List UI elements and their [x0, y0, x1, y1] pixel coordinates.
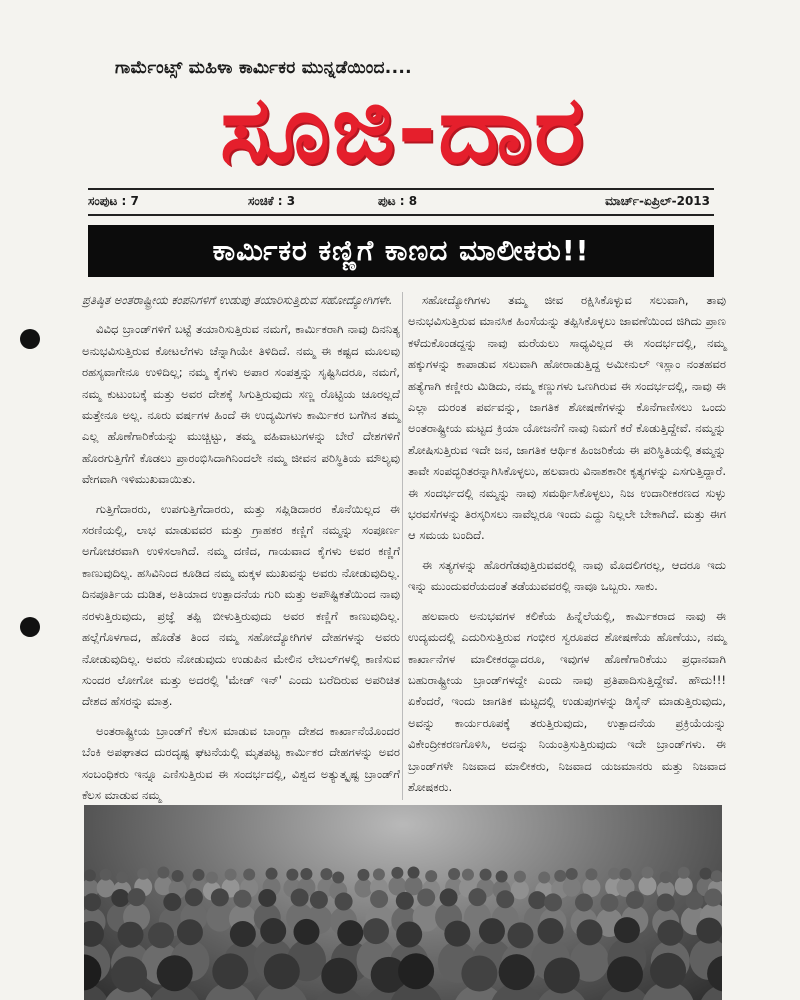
- audience-member-head: [396, 892, 414, 910]
- audience-member-head: [230, 921, 256, 947]
- audience-member-head: [357, 869, 369, 881]
- audience-member-head: [118, 922, 144, 948]
- audience-member-head: [444, 921, 470, 947]
- issue-volume: ಸಂಪುಟ : 7: [88, 194, 139, 208]
- audience-member-head: [480, 869, 492, 881]
- audience-member-head: [128, 888, 146, 906]
- audience-member-head: [448, 868, 460, 880]
- audience-member-head: [496, 870, 508, 882]
- audience-member-head: [607, 956, 643, 992]
- audience-member-head: [650, 953, 686, 989]
- headline: ಕಾರ್ಮಿಕರ ಕಣ್ಣಿಗೆ ಕಾಣದ ಮಾಲೀಕರು!!: [212, 234, 590, 267]
- audience-member-head: [554, 870, 566, 882]
- audience-member-head: [225, 869, 237, 881]
- article-left-column: [82, 290, 400, 814]
- audience-member-head: [626, 891, 644, 909]
- audience-member-head: [479, 918, 505, 944]
- audience-member-head: [84, 869, 96, 881]
- audience-member-head: [116, 871, 128, 883]
- meeting-audience-photo: [84, 805, 722, 1000]
- audience-member-head: [264, 953, 300, 989]
- article-paragraph: ಅಂತರಾಷ್ಟ್ರೀಯ ಬ್ರಾಂಡ್‌ಗೆ ಕೆಲಸ ಮಾಡುವ ಬಾಂಗ್ಲಾ ದೇಶದ ಕಾರ್ಖಾನೆಯೊಂದರ ಬೆಂಕಿ ಅಪಘಾತದ ದುರದೃಷ್ಟ ಘಟನೆಯಲ್ಲಿ ಮೃತಪಟ್ಟ ಕಾರ್ಮಿಕರ ದೇಹಗಳನ್ನು ಅವರ ಸಂಬಂಧಿಕರು ಇನ್ನೂ ಎಣಿಸುತ್ತಿರುವ ಈ ಸಂದರ್ಭದಲ್ಲಿ, ವಿಶ್ವದ ಅತ್ಯುತ್ಕೃಷ್ಟ ಬ್ರಾಂಡ್‌ಗೆ ಕೆಲಸ ಮಾಡುವ ನಮ್ಮ: [82, 723, 400, 802]
- audience-member-head: [711, 870, 722, 882]
- audience-member-head: [417, 888, 435, 906]
- article-paragraph: ಈ ಸತ್ಯಗಳನ್ನು ಹೊರಗೆಡವುತ್ತಿರುವವರಲ್ಲಿ ನಾವು ಮೊದಲಿಗರಲ್ಲ, ಆದರೂ ಇದು ಇನ್ನು ಮುಂದುವರೆಯದಂತೆ ತಡೆಯುವವರಲ್ಲಿ ನಾವೂ ಒಬ್ಬರು. ಸಾಕು.: [408, 557, 726, 594]
- audience-member-head: [185, 888, 203, 906]
- audience-member-head: [499, 954, 535, 990]
- audience-member-head: [137, 868, 149, 880]
- article-paragraph: ಸಹೋದ್ಯೋಗಿಗಳು ತಮ್ಮ ಜೀವ ರಕ್ಷಿಸಿಕೊಳ್ಳುವ ಸಲುವಾಗಿ, ತಾವು ಅನುಭವಿಸುತ್ತಿರುವ ಮಾನಸಿಕ ಹಿಂಸೆಯನ್ನು ತಪ್ಪಿಸಿಕೊಳ್ಳಲು ಜಾವಣೆಯಿಂದ ಜಿಗಿದು ಪ್ರಾಣ ಕಳೆದುಕೊಂಡದ್ದನ್ನು ನಾವು ಮರೆಯಲು ಸಾಧ್ಯವಿಲ್ಲದ ಈ ಸಂದರ್ಭದಲ್ಲಿ, ನಮ್ಮ ಹಕ್ಕುಗಳನ್ನು ಕಾಪಾಡುವ ಸಲುವಾಗಿ ಹೋರಾಡುತ್ತಿದ್ದ ಅಮೀನುಲ್ ಇಸ್ಲಾಂ ನಂತಹವರ ಹತ್ಯೆಗಾಗಿ ಕಣ್ಣೀರು ಮಿಡಿದು, ನಮ್ಮ ಕಣ್ಣುಗಳು ಒಣಗಿರುವ ಈ ಸಂದರ್ಭದಲ್ಲಿ, ನಾವು ಈ ಎಲ್ಲಾ ದುರಂತ ಪರ್ವವನ್ನು, ಜಾಗತಿಕ ಶೋಷಣೆಗಳನ್ನು ಕೊನೆಗಾಣಿಸಲು ಒಂದು ಅಂತರಾಷ್ಟ್ರೀಯ ಮಟ್ಟದ ಕ್ರಿಯಾ ಯೋಜನೆಗೆ ನಾವು ನಿಮಗೆ ಕರೆ ಕೊಡುತ್ತಿದ್ದೇವೆ. ನಮ್ಮನ್ನು ಶೋಷಿಸುತ್ತಿರುವ ಇದೇ ಜನ, ಜಾಗತಿಕ ಆರ್ಥಿಕ ಹಿಂಜರಿಕೆಯ ಈ ಪರಿಸ್ಥಿತಿಯಲ್ಲಿ ತಮ್ಮನ್ನು ತಾವೇ ಸಂಪದ್ಭರಿತರನ್ನಾಗಿಸಿಕೊಳ್ಳಲು, ಹಲವಾರು ವಿನಾಶಕಾರೀ ಕೃತ್ಯಗಳನ್ನು ಎಸಗುತ್ತಿದ್ದಾರೆ. ಈ ಸಂದರ್ಭದಲ್ಲಿ ನಮ್ಮನ್ನು ನಾವು ಸಮರ್ಥಿಸಿಕೊಳ್ಳಲು, ನಿಜ ಉದಾರೀಕರಣದ ಸುಳ್ಳು ಭರವಸೆಗಳನ್ನು ತಿರಸ್ಕರಿಸಲು ನಾವೆಲ್ಲರೂ ಇಂದು ಎದ್ದು ನಿಲ್ಲಲೇ ಬೇಕಾಗಿದೆ. ಮತ್ತು ಈಗ ಆ ಸಮಯ ಬಂದಿದೆ.: [408, 293, 726, 543]
- audience-member-head: [177, 919, 203, 945]
- audience-member-body: [675, 876, 693, 895]
- audience-member-head: [100, 869, 112, 881]
- audience-member-head: [291, 889, 309, 907]
- issue-date: ಮಾರ್ಚ್-ಏಪ್ರಿಲ್-2013: [605, 194, 710, 208]
- audience-member-head: [685, 892, 703, 910]
- article-paragraph: ಗುತ್ತಿಗೆದಾರರು, ಉಪಗುತ್ತಿಗೆದಾರರು, ಮತ್ತು ಸಪ್ಲಿಡಿದಾರರ ಕೊನೆಯಿಲ್ಲದ ಈ ಸರಣಿಯಲ್ಲಿ, ಲಾಭ ಮಾಡುವವರ ಮತ್ತು ಗ್ರಾಹಕರ ಕಣ್ಣಿಗೆ ನಮ್ಮನ್ನು ಸಂಪೂರ್ಣ ಅಗೋಚರವಾಗಿ ಉಳಿಸಲಾಗಿದೆ. ನಮ್ಮ ದಣಿದ, ಗಾಯವಾದ ಕೈಗಳು ಅವರ ಕಣ್ಣಿಗೆ ಕಾಣುವುದಿಲ್ಲ. ಹಸಿವಿನಿಂದ ಕೂಡಿದ ನಮ್ಮ ಮಕ್ಕಳ ಮುಖವನ್ನು ಅವರು ನೋಡುವುದಿಲ್ಲ. ದಿನಪೂರ್ತಿಯ ದುಡಿತ, ಅತಿಯಾದ ಉತ್ಪಾದನೆಯ ಗುರಿ ಮತ್ತು ಅಪೌಷ್ಟಿಕತೆಯಿಂದ ನಾವು ನರಳುತ್ತಿರುವುದು, ಪ್ರಜ್ಞೆ ತಪ್ಪಿ ಬೀಳುತ್ತಿರುವುದು ಅವರ ಕಣ್ಣಿಗೆ ಕಾಣುವುದಿಲ್ಲ. ಹಲ್ಲೆಗೊಳಗಾದ, ಹೊಡೆತ ತಿಂದ ನಮ್ಮ ಸಹೋದ್ಯೋಗಿಗಳ ದೇಹಗಳನ್ನು ಅವರು ನೋಡುವುದಿಲ್ಲ. ಅವರು ನೋಡುವುದು ಉಡುಪಿನ ಮೇಲಿನ ಲೇಬಲ್‌ಗಳಲ್ಲಿ ಕಾಣಿಸುವ ಸುಂದರ ಲೋಗೋ ಮತ್ತು ಅದರಲ್ಲಿ 'ಮೇಡ್ ಇನ್' ಎಂದು ಬರೆದಿರುವ ಅಪರಿಚಿತ ದೇಶದ ಹೆಸರನ್ನು ಮಾತ್ರ.: [82, 501, 400, 709]
- audience-member-head: [212, 953, 248, 989]
- article-paragraph: ವಿವಿಧ ಬ್ರಾಂಡ್‌ಗಳಿಗೆ ಬಟ್ಟೆ ತಯಾರಿಸುತ್ತಿರುವ ನಮಗೆ, ಕಾರ್ಮಿಕರಾಗಿ ನಾವು ದಿನನಿತ್ಯ ಅನುಭವಿಸುತ್ತಿರುವ ಕೋಟಲೆಗಳು ಚೆನ್ನಾಗಿಯೇ ತಿಳಿದಿದೆ. ನಮ್ಮ ಈ ಕಷ್ಟದ ಮೂಲವು ರಹಸ್ಯವಾಗೇನೂ ಉಳಿದಿಲ್ಲ; ನಮ್ಮ ಕೈಗಳು ಅಪಾರ ಸಂಪತ್ತನ್ನು ಸೃಷ್ಟಿಸಿದರೂ, ನಮಗೆ, ನಮ್ಮ ಕುಟುಂಬಕ್ಕೆ ಮತ್ತು ಅವರ ದೇಶಕ್ಕೆ ಸಿಗುತ್ತಿರುವುದು ಸಣ್ಣ ರೊಟ್ಟಿಯ ಚೂರಲ್ಲದೆ ಮತ್ತೇನೂ ಅಲ್ಲ. ನೂರು ವರ್ಷಗಳ ಹಿಂದೆ ಈ ಉದ್ಯಮಿಗಳು ಕಾರ್ಮಿಕರ ಬಗೆಗಿನ ತಮ್ಮ ಎಲ್ಲ ಹೊಣೆಗಾರಿಕೆಯನ್ನು ಮುಚ್ಚಿಟ್ಟು, ತಮ್ಮ ವಹಿವಾಟುಗಳನ್ನು ಬೇರೆ ದೇಶಗಳಿಗೆ ಹೊರಗುತ್ತಿಗೆಗೆ ಕೊಡಲು ಪ್ರಾರಂಭಿಸಿದಾಗಿನಿಂದಲೇ ನಮ್ಮ ಜೀವನ ಪರಿಸ್ಥಿತಿಯ ಮೌಲ್ಯವು ವೇಗವಾಗಿ ಇಳಿಮುಖವಾಯಿತು.: [82, 322, 400, 487]
- punch-hole: [20, 617, 40, 637]
- audience-member-head: [320, 868, 332, 880]
- headline-banner: [88, 225, 714, 277]
- audience-member-head: [111, 889, 129, 907]
- audience-member-head: [157, 955, 193, 991]
- audience-illustration: [84, 805, 722, 1000]
- audience-member-head: [266, 868, 278, 880]
- audience-member-head: [657, 893, 675, 911]
- audience-member-head: [608, 868, 620, 880]
- audience-member-head: [696, 918, 722, 944]
- audience-member-head: [538, 918, 564, 944]
- audience-member-head: [577, 919, 603, 945]
- article-paragraph: ಪ್ರತಿಷ್ಠಿತ ಅಂತರಾಷ್ಟ್ರೀಯ ಕಂಪನಿಗಳಿಗೆ ಉಡುಪು ತಯಾರಿಸುತ್ತಿರುವ ಸಹೋದ್ಯೋಗಿಗಳೇ.: [82, 293, 393, 307]
- audience-member-head: [321, 958, 357, 994]
- audience-member-head: [258, 889, 276, 907]
- article-paragraph: ಹಲವಾರು ಅನುಭವಗಳ ಕಲಿಕೆಯ ಹಿನ್ನೆಲೆಯಲ್ಲಿ, ಕಾರ್ಮಿಕರಾದ ನಾವು ಈ ಉದ್ಯಮದಲ್ಲಿ ಎದುರಿಸುತ್ತಿರುವ ಗಂಭೀರ ಸ್ವರೂಪದ ಶೋಷಣೆಯ ಹೊಣೆಯು, ನಮ್ಮ ಕಾರ್ಖಾನೆಗಳ ಮಾಲೀಕರದ್ದಾದರೂ, ಇವುಗಳ ಹೊಣೆಗಾರಿಕೆಯು ಪ್ರಧಾನವಾಗಿ ಬಹುರಾಷ್ಟ್ರೀಯ ಬ್ರಾಂಡ್‌ಗಳದ್ದೇ ಎಂದು ನಾವು ಪ್ರತಿಪಾದಿಸುತ್ತಿದ್ದೇವೆ. ಹೌದು!!! ಏಕೆಂದರೆ, ಇಂದು ಜಾಗತಿಕ ಮಟ್ಟದಲ್ಲಿ ಉಡುಪುಗಳನ್ನು ಡಿಸೈನ್ ಮಾಡುತ್ತಿರುವುದು, ಅವನ್ನು ಕಾರ್ಯರೂಪಕ್ಕೆ ತರುತ್ತಿರುವುದು, ಉತ್ಪಾದನೆಯ ಪ್ರಕ್ರಿಯೆಯನ್ನು ವಿಕೇಂದ್ರೀಕರಣಗೊಳಿಸಿ, ಅದನ್ನು ನಿಯಂತ್ರಿಸುತ್ತಿರುವುದು ಇದೇ ಬ್ರಾಂಡ್‌ಗಳು. ಈ ಬ್ರಾಂಡ್‌ಗಳೇ ನಿಜವಾದ ಮಾಲೀಕರು, ನಿಜವಾದ ಯಜಮಾನರು ಮತ್ತು ನಿಜವಾದ ಶೋಷಕರು.: [408, 608, 726, 794]
- audience-member-head: [233, 890, 251, 908]
- article-right-column: [408, 290, 726, 806]
- audience-member-head: [398, 953, 434, 989]
- audience-member-head: [514, 871, 526, 883]
- audience-member-head: [462, 869, 474, 881]
- audience-member-head: [538, 872, 550, 884]
- audience-member-head: [657, 920, 683, 946]
- audience-member-head: [496, 890, 514, 908]
- audience-member-head: [566, 868, 578, 880]
- audience-member-head: [396, 921, 422, 947]
- audience-member-head: [391, 867, 403, 879]
- audience-member-head: [206, 872, 218, 884]
- audience-member-head: [148, 922, 174, 948]
- audience-member-head: [300, 868, 312, 880]
- audience-member-head: [260, 918, 286, 944]
- audience-member-body: [638, 876, 656, 895]
- audience-member-head: [370, 890, 388, 908]
- column-divider: [402, 292, 403, 800]
- audience-member-head: [335, 893, 353, 911]
- audience-member-head: [575, 893, 593, 911]
- audience-member-head: [373, 868, 385, 880]
- audience-member-head: [84, 893, 101, 911]
- newsletter-tagline: ಗಾರ್ಮೆಂಟ್ಸ್ ಮಹಿಳಾ ಕಾರ್ಮಿಕರ ಮುನ್ನಡೆಯಿಂದ....: [115, 58, 412, 78]
- masthead: [98, 76, 708, 185]
- audience-member-head: [585, 868, 597, 880]
- audience-member-head: [310, 891, 328, 909]
- audience-member-head: [193, 869, 205, 881]
- audience-member-head: [337, 920, 363, 946]
- audience-member-head: [678, 867, 690, 879]
- audience-member-head: [408, 867, 420, 879]
- audience-member-head: [704, 888, 722, 906]
- audience-member-head: [461, 956, 497, 992]
- audience-member-head: [660, 871, 672, 883]
- issue-pages: ಪುಟ : 8: [378, 194, 418, 208]
- punch-hole: [20, 329, 40, 349]
- issue-number: ಸಂಚಿಕೆ : 3: [248, 194, 296, 208]
- audience-member-head: [614, 917, 640, 943]
- audience-member-head: [172, 870, 184, 882]
- audience-member-head: [425, 870, 437, 882]
- audience-member-head: [641, 867, 653, 879]
- issue-info-bar: [88, 188, 714, 216]
- audience-member-head: [111, 956, 147, 992]
- audience-member-head: [544, 958, 580, 994]
- audience-member-head: [157, 866, 169, 878]
- audience-member-head: [211, 888, 229, 906]
- audience-member-head: [163, 893, 181, 911]
- audience-member-head: [700, 868, 712, 880]
- audience-member-head: [508, 922, 534, 948]
- audience-member-head: [620, 868, 632, 880]
- audience-member-head: [528, 891, 546, 909]
- audience-member-head: [243, 869, 255, 881]
- audience-member-head: [286, 869, 298, 881]
- audience-member-head: [544, 893, 562, 911]
- audience-member-body: [354, 878, 372, 897]
- newsletter-title: ಸೂಜಿ-ದಾರ: [220, 76, 586, 185]
- audience-member-head: [600, 894, 618, 912]
- audience-member-body: [563, 878, 581, 897]
- audience-member-head: [468, 888, 486, 906]
- audience-member-head: [440, 888, 458, 906]
- audience-member-head: [332, 872, 344, 884]
- audience-member-head: [293, 919, 319, 945]
- audience-member-head: [363, 918, 389, 944]
